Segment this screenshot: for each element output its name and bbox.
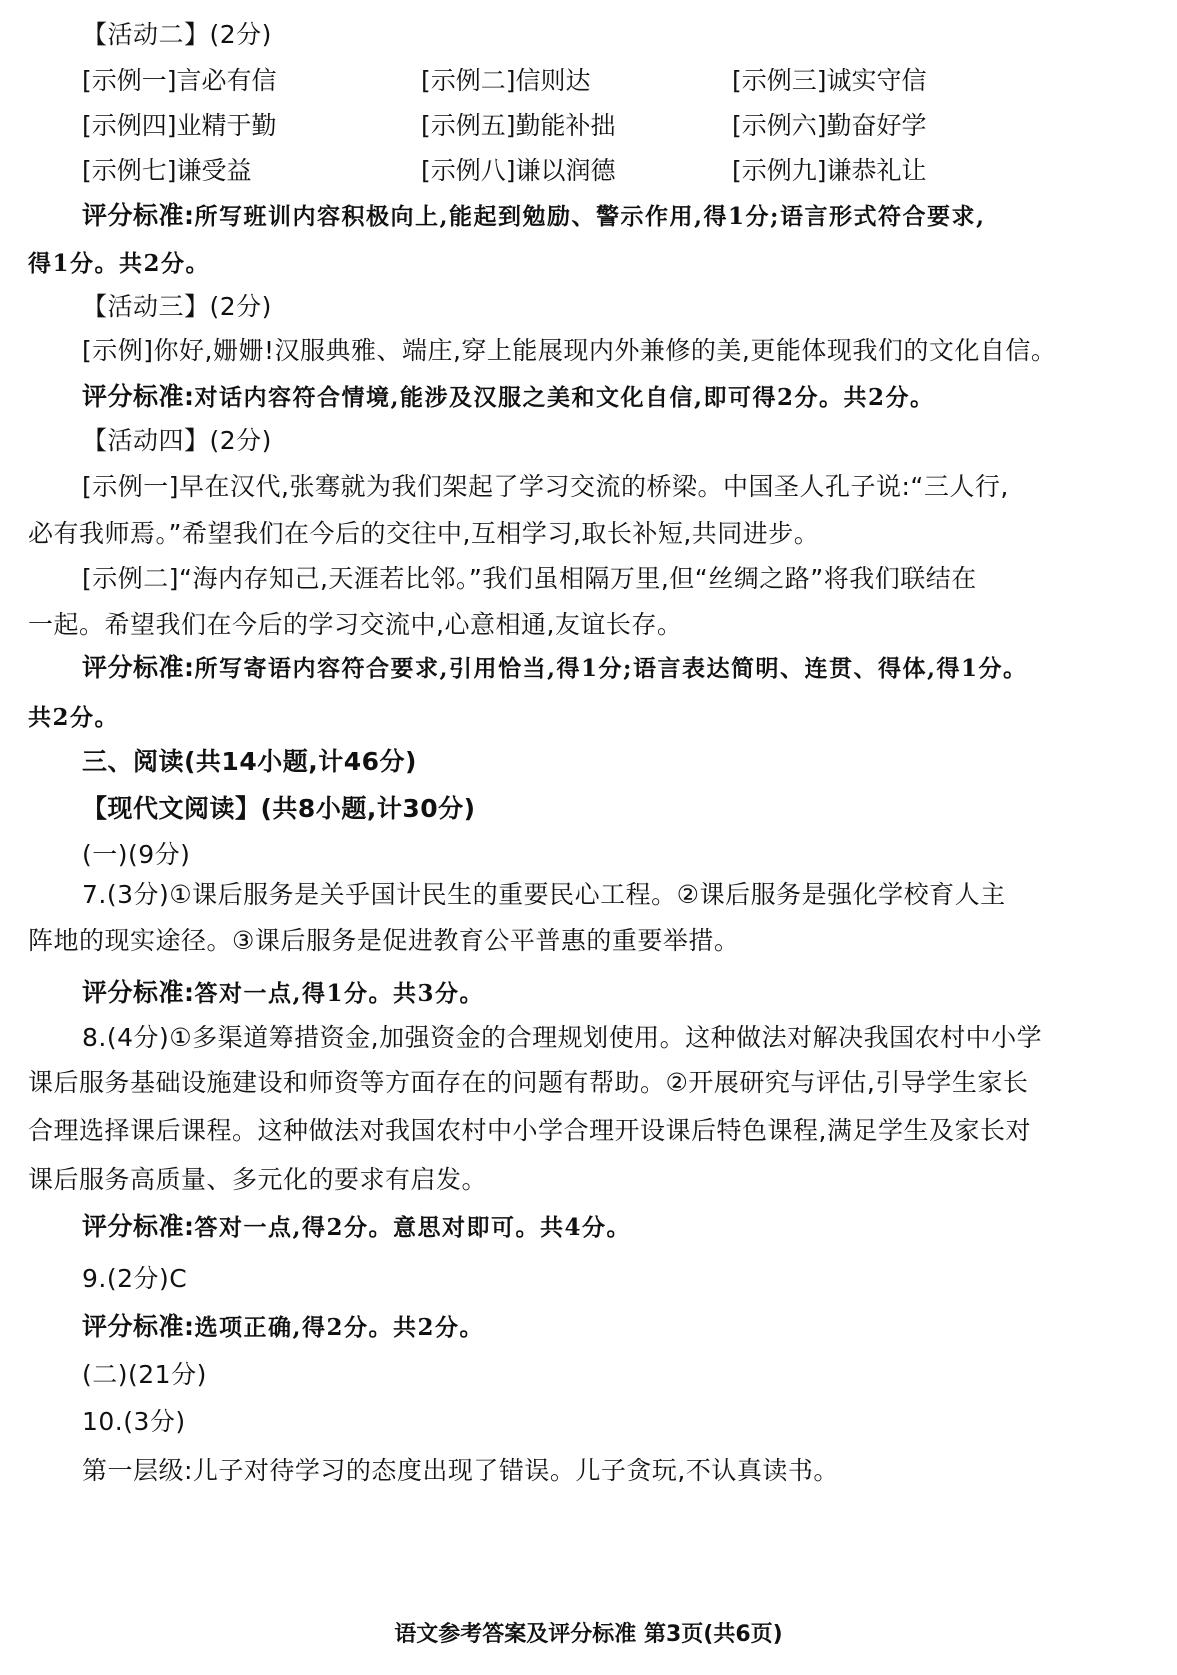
q7-criteria [82, 976, 484, 1011]
activity4-heading: 【活动四】(2分) [82, 426, 272, 455]
q8-criteria [82, 1210, 631, 1245]
example-item: [示例七]谦受益 [82, 156, 252, 185]
section3-heading: 三、阅读(共14小题,计46分) [82, 747, 417, 776]
activity3-criteria [82, 380, 935, 415]
q8-answer: 8.(4分)①多渠道筹措资金,加强资金的合理规划使用。这种做法对解决我国农村中小学 [82, 1023, 1043, 1052]
criteria-text: 选项正确,得2分。共2分。 [194, 1314, 485, 1341]
example-item: [示例八]谦以润德 [421, 156, 616, 185]
criteria-text: 答对一点,得2分。意思对即可。共4分。 [194, 1214, 632, 1241]
q7-answer: 7.(3分)①课后服务是关乎国计民生的重要民心工程。②课后服务是强化学校育人主 [82, 880, 1006, 909]
criteria-label: 评分标准: [82, 382, 195, 411]
example-item: [示例四]业精于勤 [82, 111, 277, 140]
q8-answer-cont-3: 课后服务高质量、多元化的要求有启发。 [28, 1165, 488, 1194]
modern-reading-heading: 【现代文阅读】(共8小题,计30分) [82, 794, 476, 823]
activity2-criteria-cont: 得1分。共2分。 [28, 250, 211, 277]
criteria-label: 评分标准: [82, 201, 195, 230]
activity3-heading: 【活动三】(2分) [82, 292, 272, 321]
activity4-example2: [示例二]“海内存知己,天涯若比邻。”我们虽相隔万里,但“丝绸之路”将我们联结在 [82, 564, 977, 593]
example-item: [示例六]勤奋好学 [732, 111, 927, 140]
activity3-example: [示例]你好,姗姗!汉服典雅、端庄,穿上能展现内外兼修的美,更能体现我们的文化自信。 [82, 336, 1057, 365]
q9-answer: 9.(2分)C [82, 1264, 188, 1293]
q7-answer-cont: 阵地的现实途径。③课后服务是促进教育公平普惠的重要举措。 [28, 926, 740, 955]
q10-level1: 第一层级:儿子对待学习的态度出现了错误。儿子贪玩,不认真读书。 [82, 1456, 839, 1485]
q8-answer-cont-2: 合理选择课后课程。这种做法对我国农村中小学合理开设课后特色课程,满足学生及家长对 [28, 1116, 1031, 1145]
activity4-example1: [示例一]早在汉代,张骞就为我们架起了学习交流的桥梁。中国圣人孔子说:“三人行, [82, 472, 1009, 501]
criteria-text: 答对一点,得1分。共3分。 [194, 980, 485, 1007]
page-footer: 语文参考答案及评分标准 第3页(共6页) [394, 1622, 783, 1647]
activity2-criteria [82, 199, 986, 234]
activity4-criteria [82, 651, 1028, 686]
q10-heading: 10.(3分) [82, 1407, 186, 1436]
criteria-text: 对话内容符合情境,能涉及汉服之美和文化自信,即可得2分。共2分。 [194, 384, 935, 411]
criteria-text: 所写寄语内容符合要求,引用恰当,得1分;语言表达简明、连贯、得体,得1分。 [194, 655, 1028, 682]
example-item: [示例二]信则达 [421, 66, 591, 95]
example-item: [示例五]勤能补拙 [421, 111, 616, 140]
activity4-example2-cont: 一起。希望我们在今后的学习交流中,心意相通,友谊长存。 [28, 610, 683, 639]
activity4-criteria-cont: 共2分。 [28, 704, 120, 731]
criteria-label: 评分标准: [82, 1212, 195, 1241]
part2-heading: (二)(21分) [82, 1360, 207, 1389]
example-item: [示例九]谦恭礼让 [732, 156, 927, 185]
activity4-example1-cont: 必有我师焉。”希望我们在今后的交往中,互相学习,取长补短,共同进步。 [28, 519, 820, 548]
example-item: [示例一]言必有信 [82, 66, 277, 95]
criteria-label: 评分标准: [82, 653, 195, 682]
part1-heading: (一)(9分) [82, 840, 191, 869]
activity2-heading: 【活动二】(2分) [82, 20, 272, 49]
criteria-label: 评分标准: [82, 1312, 195, 1341]
example-item: [示例三]诚实守信 [732, 66, 927, 95]
criteria-label: 评分标准: [82, 978, 195, 1007]
q8-answer-cont-1: 课后服务基础设施建设和师资等方面存在的问题有帮助。②开展研究与评估,引导学生家长 [28, 1068, 1029, 1097]
criteria-text: 所写班训内容积极向上,能起到勉励、警示作用,得1分;语言形式符合要求, [194, 203, 986, 230]
q9-criteria [82, 1310, 484, 1345]
